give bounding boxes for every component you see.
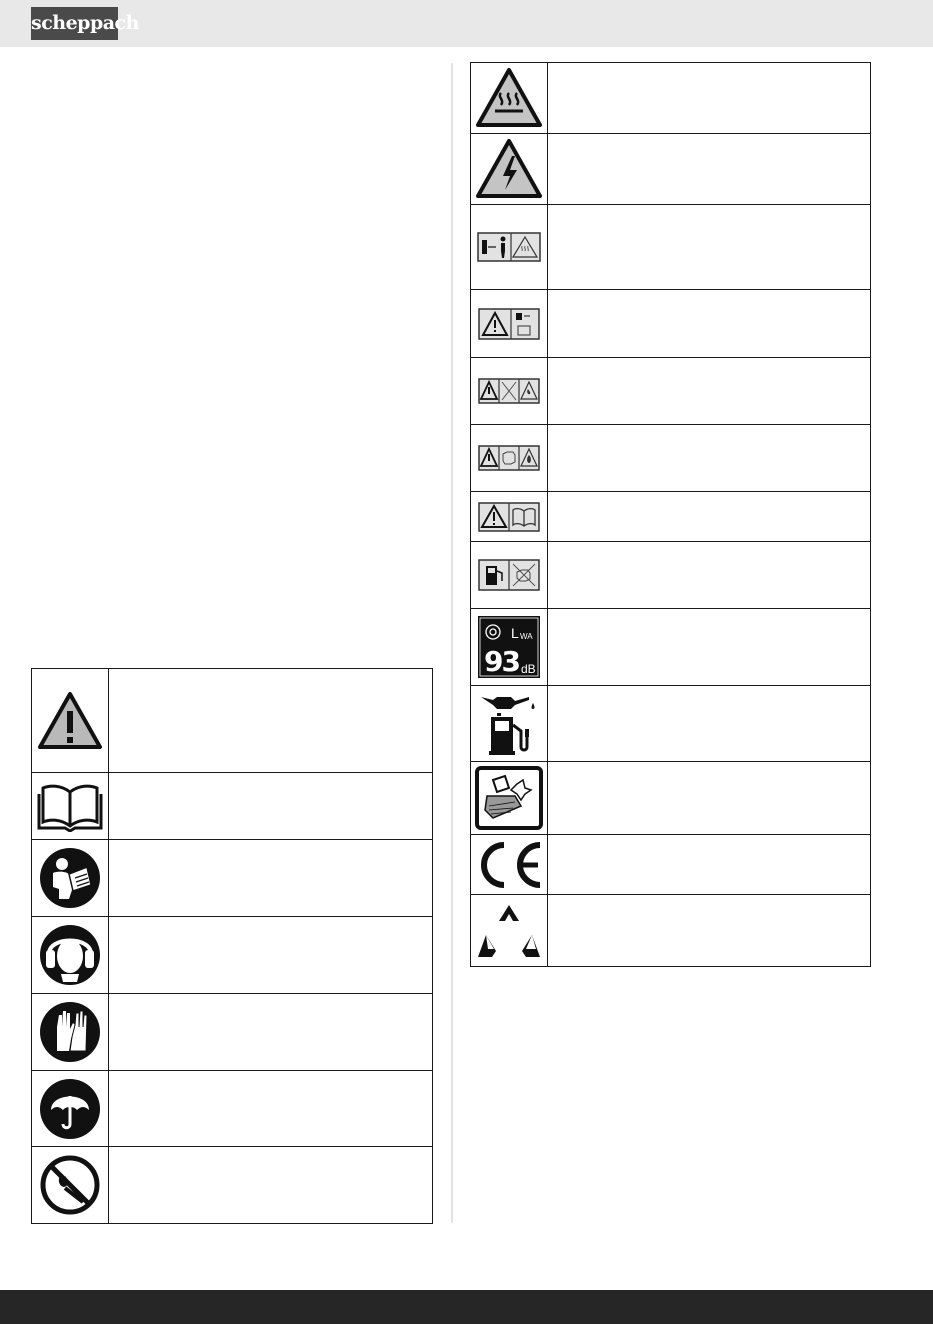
ear-protection-icon	[32, 917, 109, 993]
no-open-flame-icon	[32, 1147, 109, 1223]
table-row	[471, 835, 870, 895]
table-row	[32, 994, 432, 1071]
symbol-description	[548, 895, 870, 966]
safe-distance-hot-surface-icon	[471, 205, 548, 289]
fuel-no-refuel-running-icon	[471, 542, 548, 608]
symbol-description	[109, 773, 432, 839]
sound-power-level-icon	[471, 609, 548, 685]
recycle-packaging-icon	[471, 762, 548, 834]
sound-level-unit: dB	[521, 662, 536, 676]
table-row	[471, 63, 870, 134]
header-bar	[0, 0, 933, 47]
table-row	[471, 762, 870, 835]
left-symbol-table	[31, 668, 433, 1224]
table-row	[471, 609, 870, 686]
table-row	[32, 773, 432, 840]
symbol-description	[548, 609, 870, 685]
recycling-triangle-icon	[471, 895, 548, 966]
table-row	[471, 134, 870, 205]
keep-dry-umbrella-icon	[32, 1071, 109, 1146]
right-symbol-table	[470, 62, 871, 967]
symbol-description	[548, 205, 870, 289]
symbol-description	[548, 686, 870, 761]
symbol-description	[548, 835, 870, 894]
table-row	[32, 1071, 432, 1147]
symbol-description	[548, 762, 870, 834]
symbol-description	[548, 134, 870, 204]
table-row	[32, 669, 432, 773]
symbol-description	[109, 994, 432, 1070]
sound-level-value: 93	[484, 645, 519, 678]
symbol-description	[109, 1071, 432, 1146]
symbol-description	[109, 1147, 432, 1223]
symbol-description	[548, 542, 870, 608]
general-warning-icon	[32, 669, 109, 772]
warning-read-manual-icon	[471, 492, 548, 541]
table-row	[32, 840, 432, 917]
table-row	[471, 492, 870, 542]
symbol-description	[109, 669, 432, 772]
warning-manual-distance-icon	[471, 290, 548, 357]
hot-surface-warning-icon	[471, 63, 548, 133]
symbol-description	[548, 492, 870, 541]
footer-bar	[0, 1290, 933, 1324]
table-row	[471, 290, 870, 358]
table-row	[32, 917, 432, 994]
warning-engine-fire-icon	[471, 425, 548, 491]
read-manual-icon	[32, 840, 109, 916]
warning-no-smoking-fire-icon	[471, 358, 548, 424]
table-row	[471, 425, 870, 492]
column-divider	[451, 63, 453, 1223]
protective-gloves-icon	[32, 994, 109, 1070]
fuel-oil-mix-icon	[471, 686, 548, 761]
brand-logo: scheppach	[31, 7, 118, 40]
symbol-description	[109, 917, 432, 993]
ce-mark-icon	[471, 835, 548, 894]
lwa-subscript: WA	[520, 632, 533, 641]
electric-shock-warning-icon	[471, 134, 548, 204]
symbol-description	[109, 840, 432, 916]
symbol-description	[548, 290, 870, 357]
lwa-label: L	[511, 625, 519, 641]
table-row	[471, 686, 870, 762]
table-row	[471, 895, 870, 966]
table-row	[32, 1147, 432, 1223]
manual-book-icon	[32, 773, 109, 839]
symbol-description	[548, 358, 870, 424]
symbol-description	[548, 63, 870, 133]
table-row	[471, 205, 870, 290]
table-row	[471, 542, 870, 609]
symbol-description	[548, 425, 870, 491]
table-row	[471, 358, 870, 425]
